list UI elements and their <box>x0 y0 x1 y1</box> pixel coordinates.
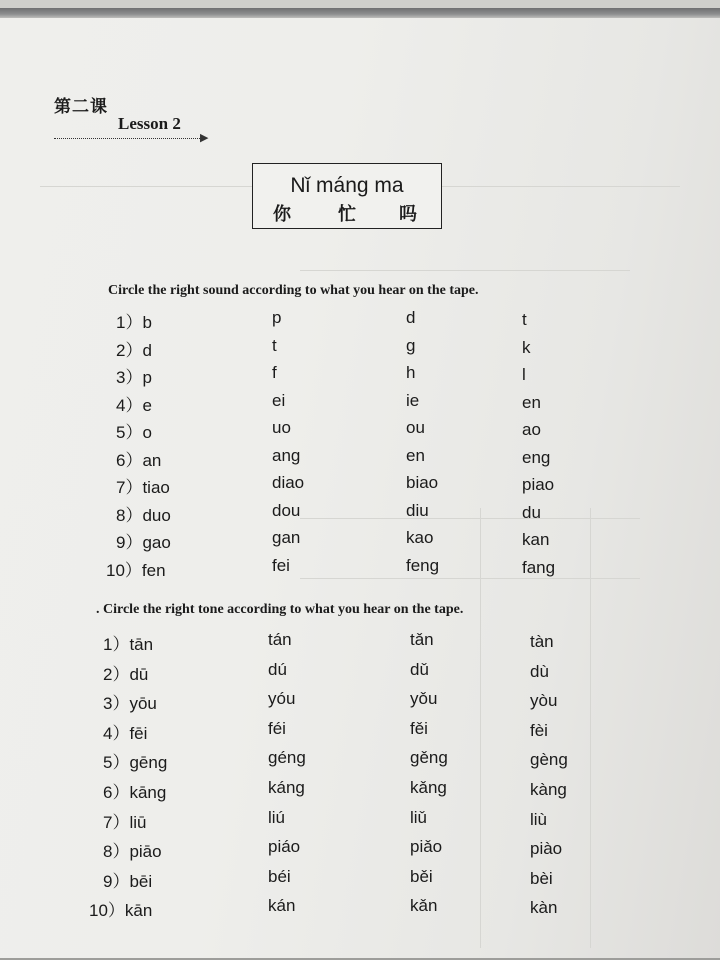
answer-option[interactable]: kan <box>522 530 550 549</box>
answer-option[interactable]: dǔ <box>410 659 429 679</box>
prompt-sound: 6）kāng <box>103 783 167 802</box>
answer-option[interactable]: kao <box>406 528 434 547</box>
prompt-sound: 8）piāo <box>103 842 162 862</box>
answer-option[interactable]: liù <box>530 809 548 829</box>
answer-option[interactable]: piáo <box>268 837 301 857</box>
lesson-underline <box>54 138 204 139</box>
answer-option[interactable]: bèi <box>530 868 553 888</box>
lesson-title-pinyin: Nǐ máng ma <box>290 174 404 197</box>
bleed-line <box>590 508 591 948</box>
answer-option[interactable]: en <box>406 445 425 465</box>
answer-option[interactable]: kán <box>268 896 296 916</box>
answer-option[interactable]: k <box>522 337 531 357</box>
prompt-sound: 1）b <box>116 313 152 332</box>
answer-option[interactable]: liǔ <box>410 807 428 827</box>
answer-option[interactable]: tǎn <box>410 630 434 649</box>
answer-option[interactable]: g <box>406 335 416 355</box>
bleed-line <box>300 270 630 271</box>
prompt-sound: 3）p <box>116 368 152 387</box>
prompt-sound: 9）bēi <box>103 871 153 891</box>
prompt-sound: 9）gao <box>116 533 171 552</box>
answer-option[interactable]: kǎng <box>410 778 447 797</box>
prompt-sound: 7）tiao <box>116 478 170 497</box>
answer-option[interactable]: piào <box>530 839 563 859</box>
answer-option[interactable]: běi <box>410 866 433 886</box>
answer-option[interactable]: uo <box>272 418 291 437</box>
lesson-number-en: Lesson 2 <box>118 114 181 133</box>
answer-option[interactable]: kǎn <box>410 896 438 916</box>
answer-option[interactable]: dú <box>268 659 287 679</box>
prompt-sound: 7）liū <box>103 812 147 832</box>
lesson-number-cn: 第二课 <box>54 97 108 117</box>
page-top-edge <box>0 8 720 18</box>
answer-option[interactable]: l <box>522 365 526 384</box>
answer-option[interactable]: kàn <box>530 898 558 918</box>
answer-option[interactable]: ie <box>406 390 420 410</box>
answer-option[interactable]: tàn <box>530 632 554 651</box>
answer-option[interactable]: en <box>522 392 541 412</box>
answer-option[interactable]: gèng <box>530 750 568 770</box>
answer-option[interactable]: d <box>406 308 416 327</box>
prompt-sound: 10）kān <box>89 901 153 921</box>
answer-option[interactable]: ou <box>406 418 425 437</box>
answer-option[interactable]: biao <box>406 473 439 492</box>
answer-option[interactable]: feng <box>406 555 440 575</box>
title-char: 忙 <box>338 204 356 225</box>
answer-option[interactable]: fěi <box>410 718 428 738</box>
prompt-sound: 2）dū <box>103 664 149 684</box>
prompt-sound: 6）an <box>116 450 162 470</box>
exercise2-instruction: . Circle the right tone according to what you hear on the tape. <box>96 602 464 617</box>
answer-option[interactable]: géng <box>268 748 306 768</box>
prompt-sound: 4）fēi <box>103 723 148 743</box>
title-char: 你 <box>273 204 291 225</box>
prompt-sound: 2）d <box>116 340 152 360</box>
arrow-right-icon: ▶ <box>200 131 209 144</box>
bleed-line <box>300 578 640 579</box>
answer-option[interactable]: diu <box>406 500 429 520</box>
answer-option[interactable]: yǒu <box>410 689 438 709</box>
answer-option[interactable]: piǎo <box>410 837 443 857</box>
answer-option[interactable]: dou <box>272 500 301 520</box>
prompt-sound: 10）fen <box>106 560 166 580</box>
prompt-sound: 8）duo <box>116 505 171 525</box>
answer-option[interactable]: f <box>272 363 277 382</box>
answer-option[interactable]: dù <box>530 661 549 681</box>
answer-option[interactable]: fei <box>272 555 290 575</box>
answer-option[interactable]: yóu <box>268 689 296 709</box>
answer-option[interactable]: tán <box>268 630 292 649</box>
answer-option[interactable]: kàng <box>530 780 567 799</box>
textbook-page <box>0 8 720 960</box>
title-char: 吗 <box>399 204 417 225</box>
lesson-title-box <box>252 163 442 229</box>
answer-option[interactable]: liú <box>268 807 286 827</box>
exercise1-instruction: Circle the right sound according to what you hear on the tape. <box>108 283 479 298</box>
answer-option[interactable]: eng <box>522 447 551 467</box>
prompt-sound: 4）e <box>116 395 152 415</box>
bleed-line <box>300 518 640 519</box>
answer-option[interactable]: du <box>522 502 541 522</box>
prompt-sound: 3）yōu <box>103 694 157 714</box>
prompt-sound: 5）o <box>116 423 152 442</box>
answer-option[interactable]: piao <box>522 475 555 494</box>
answer-option[interactable]: fèi <box>530 720 548 740</box>
answer-option[interactable]: ei <box>272 390 286 410</box>
answer-option[interactable]: ao <box>522 420 541 439</box>
answer-option[interactable]: ang <box>272 445 301 465</box>
prompt-sound: 5）gēng <box>103 753 168 773</box>
bleed-line <box>480 508 481 948</box>
answer-option[interactable]: féi <box>268 718 286 738</box>
answer-option[interactable]: yòu <box>530 691 558 711</box>
answer-option[interactable]: diao <box>272 473 305 492</box>
answer-option[interactable]: p <box>272 308 282 327</box>
answer-option[interactable]: káng <box>268 778 305 797</box>
answer-option[interactable]: h <box>406 363 416 382</box>
answer-option[interactable]: t <box>272 335 277 355</box>
answer-option[interactable]: fang <box>522 557 556 577</box>
answer-option[interactable]: gan <box>272 528 301 547</box>
prompt-sound: 1）tān <box>103 635 154 654</box>
answer-option[interactable]: t <box>522 310 527 329</box>
answer-option[interactable]: gěng <box>410 748 448 768</box>
answer-option[interactable]: béi <box>268 866 291 886</box>
